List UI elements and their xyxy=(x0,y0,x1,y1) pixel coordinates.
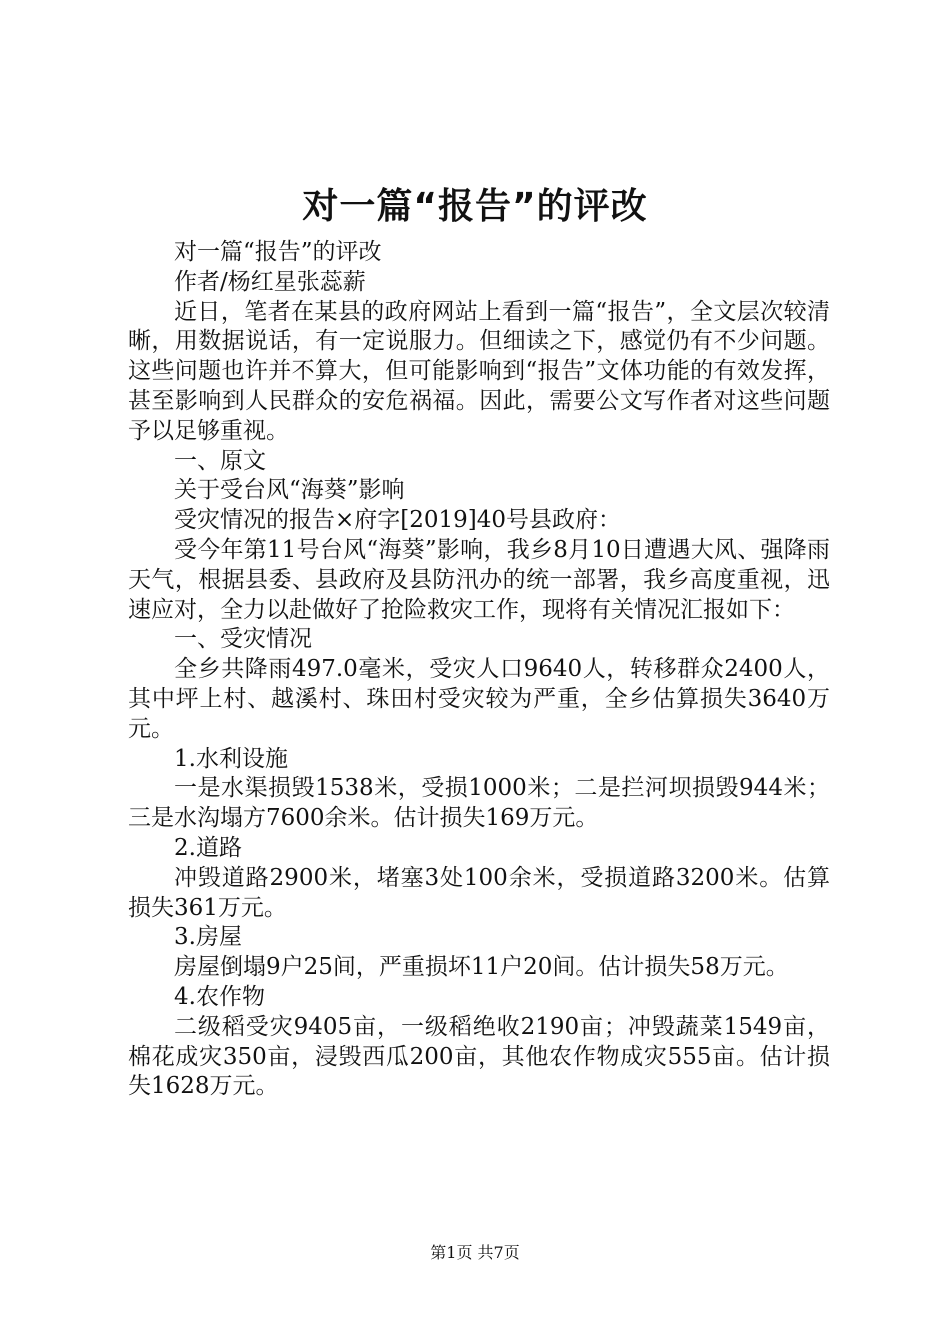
subsection-heading: 2.道路 xyxy=(174,834,242,861)
paragraph: 冲毁道路2900米，堵塞3处100余米，受损道路3200米。估算损失361万元。 xyxy=(128,864,830,921)
paragraph: 二级稻受灾9405亩，一级稻绝收2190亩；冲毁蔬菜1549亩，棉花成灾350亩，浸毁西瓜200亩，其他农作物成灾555亩。估计损失1628万元。 xyxy=(128,1013,830,1100)
paragraph: 一是水渠损毁1538米，受损1000米；二是拦河坝损毁944米；三是水沟塌方7600余米。估计损失169万元。 xyxy=(128,775,830,832)
document-body xyxy=(128,238,830,1102)
paragraph: 对一篇“报告”的评改 xyxy=(174,239,382,265)
paragraph: 近日，笔者在某县的政府网站上看到一篇“报告”，全文层次较清晰，用数据说话，有一定说服力。但细读之下，感觉仍有不少问题。这些问题也许并不算大，但可能影响到“报告”文体功能的有效发挥，甚至影响到人民群众的安危祸福。因此，需要公文写作者对这些问题予以足够重视。 xyxy=(128,298,830,444)
subsection-heading: 1.水利设施 xyxy=(174,745,288,772)
paragraph: 房屋倒塌9户25间，严重损坏11户20间。估计损失58万元。 xyxy=(174,954,789,981)
paragraph: 全乡共降雨497.0毫米，受灾人口9640人，转移群众2400人，其中坪上村、越溪村、珠田村受灾较为严重，全乡估算损失3640万元。 xyxy=(128,656,830,742)
author-line: 作者/杨红星张蕊薪 xyxy=(174,268,366,295)
section-heading: 一、受灾情况 xyxy=(174,626,312,653)
paragraph: 受灾情况的报告×府字[2019]40号县政府： xyxy=(174,507,622,534)
paragraph: 关于受台风“海葵”影响 xyxy=(174,477,405,504)
page-footer: 第1页 共7页 xyxy=(430,1243,520,1262)
section-heading: 一、原文 xyxy=(174,447,266,474)
paragraph: 受今年第11号台风“海葵”影响，我乡8月10日遭遇大风、强降雨天气，根据县委、县政府及县防汛办的统一部署，我乡高度重视，迅速应对，全力以赴做好了抢险救灾工作，现将有关情况汇报如下： xyxy=(128,536,830,623)
document-title: 对一篇“报告”的评改 xyxy=(302,186,648,227)
subsection-heading: 3.房屋 xyxy=(174,924,242,951)
subsection-heading: 4.农作物 xyxy=(174,983,265,1010)
